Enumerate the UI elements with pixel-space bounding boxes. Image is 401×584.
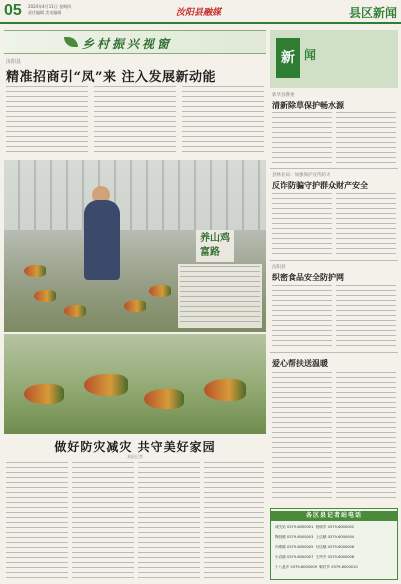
issue-editors: 责任编辑 美术编辑 — [28, 10, 62, 15]
page-number: 05 — [4, 2, 22, 19]
pheasant-icon — [124, 300, 146, 312]
second-body-col-2 — [72, 462, 134, 578]
story2-title: 反诈防骗守护群众财产安全 — [272, 180, 368, 190]
farm-photo — [4, 160, 266, 332]
story2-body-1 — [272, 193, 332, 255]
photo-caption-title: 养山鸡 富路 — [196, 230, 234, 262]
lead-body-col-3 — [182, 86, 264, 156]
story3-body-1 — [272, 285, 332, 347]
divider — [270, 260, 398, 261]
section-name: 县区新闻 — [348, 6, 397, 20]
second-body-col-3 — [138, 462, 200, 578]
banner-title: 乡村振兴视窗 — [82, 37, 173, 51]
news-rail — [270, 30, 398, 580]
story1-title: 清新除草保护畅水源 — [272, 100, 344, 110]
story2-kicker: 县林业局：加强保护宣传防火 — [272, 173, 331, 178]
lead-body-col-2 — [94, 86, 176, 156]
story3-title: 织密食品安全防护网 — [272, 272, 344, 282]
directory-row: 内埠镇 0379-6000005 付店镇 0379-6000006 — [275, 545, 355, 549]
directory-row: 陶营镇 0379-6000003 上店镇 0379-6000004 — [275, 535, 355, 539]
masthead — [0, 0, 401, 24]
greenhouse-roof — [4, 160, 266, 230]
paper-logo: 汝阳县融媒 — [176, 8, 222, 18]
pheasant-icon — [204, 379, 246, 401]
second-body-col-4 — [204, 462, 264, 578]
pheasant-icon — [84, 374, 128, 396]
story3-kicker: 汝阳县 — [272, 265, 286, 270]
rail-title: 闻 — [304, 48, 319, 62]
story1-body-1 — [272, 112, 332, 164]
second-byline: 本报记者 — [127, 454, 143, 459]
photo-caption-text — [178, 264, 262, 328]
story4-body-1 — [272, 372, 332, 502]
rural-revitalization-banner — [4, 30, 266, 54]
divider — [270, 168, 398, 169]
pheasant-photo — [4, 334, 266, 434]
pheasant-icon — [144, 389, 184, 409]
second-body-col-1 — [6, 462, 68, 578]
rail-header — [270, 30, 398, 88]
leaf-icon — [64, 37, 78, 47]
directory-title: 各区县记者站电话 — [271, 511, 397, 521]
pheasant-icon — [64, 305, 86, 317]
pheasant-icon — [149, 285, 171, 297]
issue-meta — [28, 4, 71, 16]
story2-body-2 — [336, 193, 396, 255]
story4-title: 爱心帮扶送温暖 — [272, 358, 328, 368]
divider — [270, 352, 398, 353]
lead-headline: 精准招商引“凤”来 注入发展新动能 — [6, 70, 216, 85]
pheasant-icon — [24, 265, 46, 277]
second-headline: 做好防灾减灾 共守美好家园 — [54, 440, 216, 454]
story-kicker: 汝阳县 — [6, 59, 22, 65]
directory-row: 小店镇 0379-6000007 王坪乡 0379-6000008 — [275, 555, 355, 559]
farmer-figure — [84, 200, 120, 280]
lead-body-col-1 — [6, 86, 88, 156]
directory-row: 城关站 0379-6000001 柏树乡 0379-6000002 — [275, 525, 355, 529]
main-column — [4, 30, 266, 580]
issue-date: 2024年4月11日 星期四 — [28, 4, 72, 9]
pheasant-icon — [34, 290, 56, 302]
pheasant-icon — [24, 384, 64, 404]
directory-row: 十八盘乡 0379-6000009 靳村乡 0379-6000010 — [275, 565, 358, 569]
story1-body-2 — [336, 112, 396, 164]
story1-kicker: 新华县教委 — [272, 93, 295, 98]
story3-body-2 — [336, 285, 396, 347]
rail-logo: 新 — [276, 38, 300, 78]
story4-body-2 — [336, 372, 396, 502]
reporter-station-directory — [270, 508, 398, 580]
